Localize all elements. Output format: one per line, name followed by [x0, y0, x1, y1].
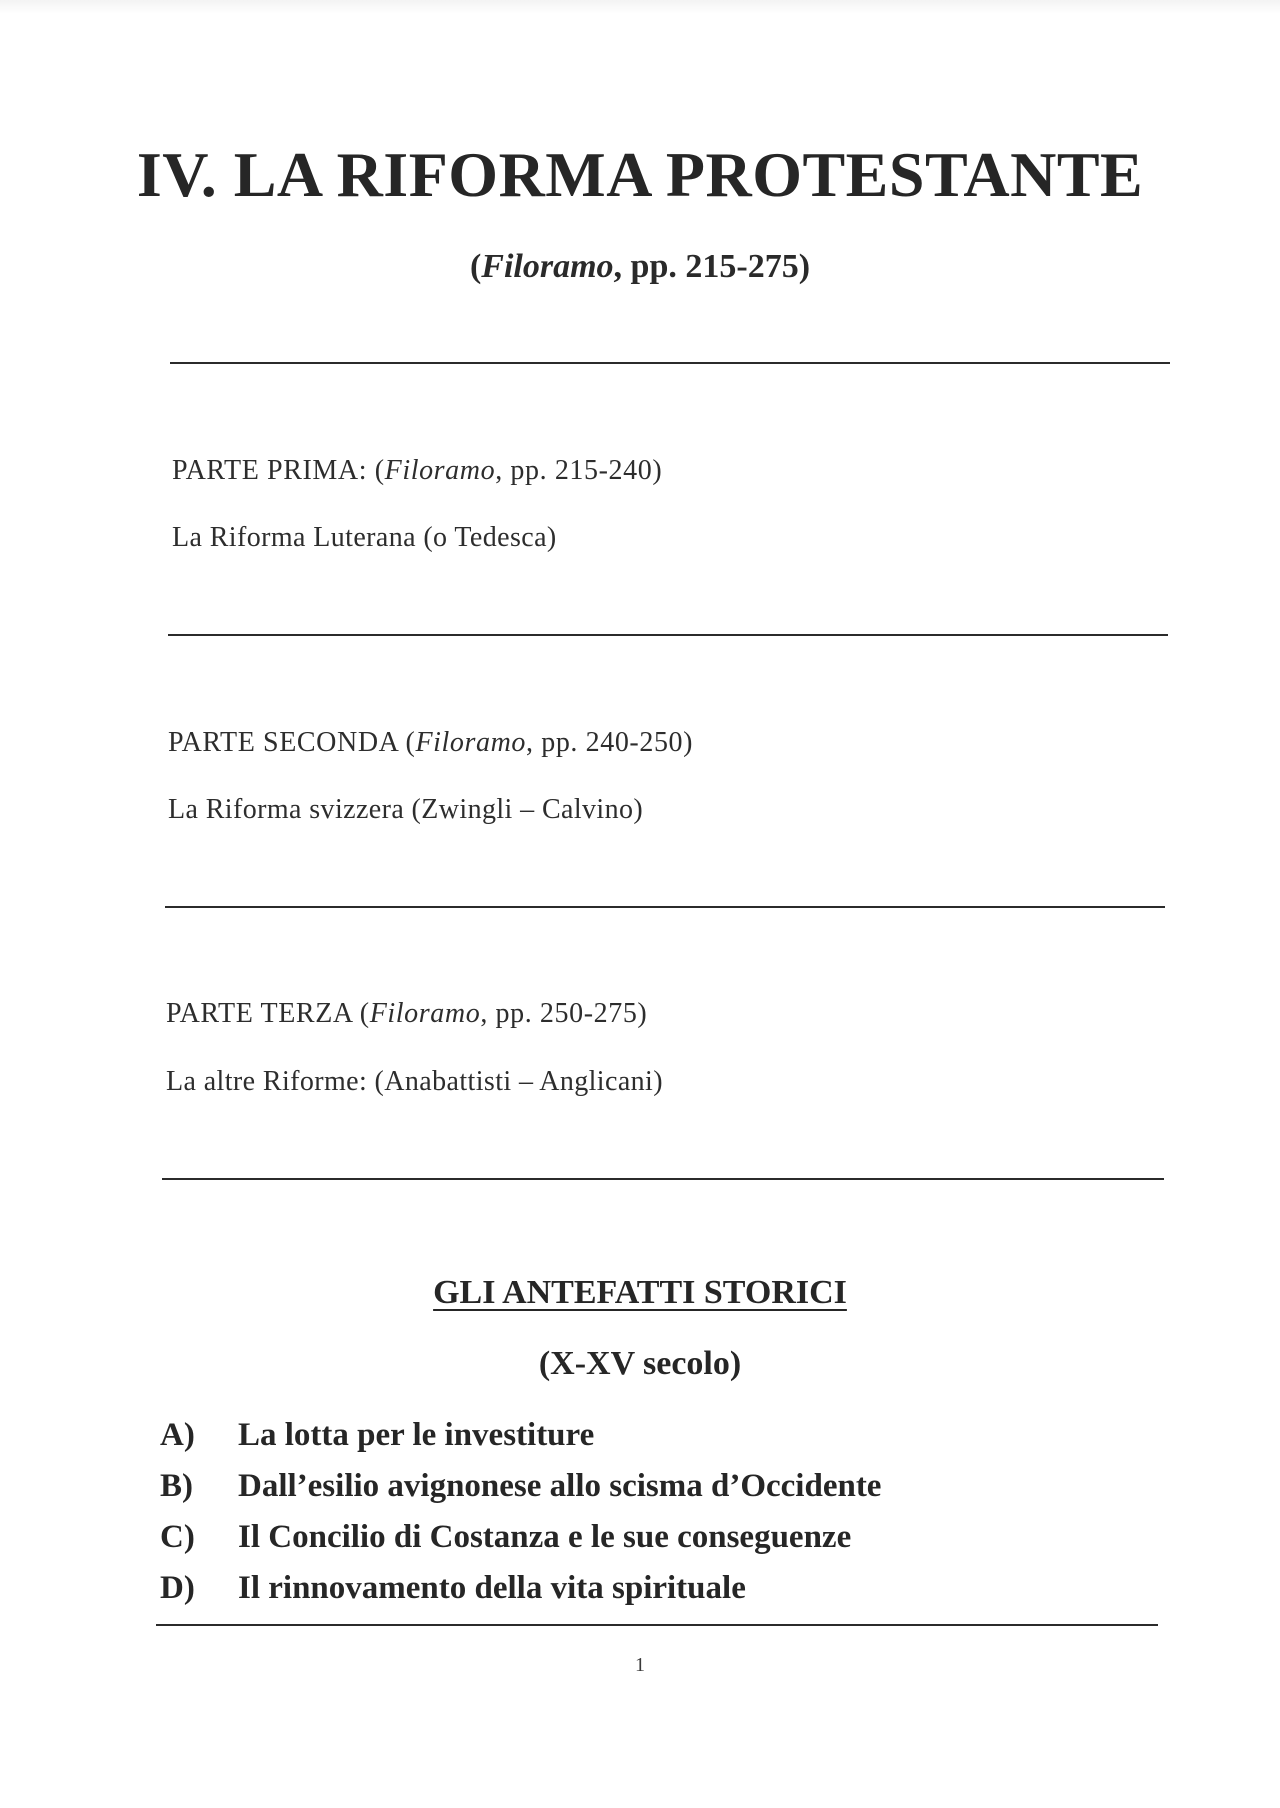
divider-rule-2	[168, 634, 1168, 636]
list-item	[160, 1512, 1160, 1563]
list-marker: B)	[160, 1468, 193, 1504]
part-description-3: La altre Riforme: (Anabattisti – Anglicani)	[166, 1066, 663, 1097]
list-item	[160, 1410, 1160, 1461]
list-item	[160, 1563, 1160, 1614]
divider-rule-3	[165, 906, 1165, 908]
page-number: 1	[635, 1654, 645, 1676]
list-marker: D)	[160, 1570, 195, 1606]
list-marker: C)	[160, 1519, 195, 1555]
part-pages: , pp. 240-250)	[526, 727, 694, 758]
list-item-text: Il Concilio di Costanza e le sue conseguenze	[238, 1519, 852, 1555]
list-item-text: La lotta per le investiture	[238, 1417, 595, 1453]
section-period: (X-XV secolo)	[538, 1345, 742, 1382]
list-item-text: Il rinnovamento della vita spirituale	[238, 1570, 746, 1606]
part-heading-1	[172, 455, 662, 487]
list-marker: A)	[160, 1417, 195, 1453]
part-author: Filoramo	[415, 727, 527, 758]
divider-rule-1	[170, 362, 1170, 364]
divider-rule-4	[162, 1178, 1164, 1180]
part-description-2: La Riforma svizzera (Zwingli – Calvino)	[168, 794, 644, 825]
section-heading	[0, 1274, 1280, 1312]
part-label: PARTE TERZA (	[166, 998, 370, 1029]
section-heading-text: GLI ANTEFATTI STORICI	[433, 1274, 847, 1311]
subtitle-open: (	[469, 248, 482, 285]
part-description-1: La Riforma Luterana (o Tedesca)	[172, 522, 557, 553]
list-item	[160, 1461, 1160, 1512]
list-item-text: Dall’esilio avignonese allo scisma d’Occidente	[238, 1468, 882, 1504]
part-pages: , pp. 215-240)	[495, 455, 663, 486]
part-heading-2	[168, 727, 693, 759]
page-title: IV. LA RIFORMA PROTESTANTE	[136, 139, 1144, 210]
part-pages: , pp. 250-275)	[480, 998, 648, 1029]
part-heading-3	[166, 998, 647, 1030]
part-label: PARTE SECONDA (	[168, 727, 416, 758]
antefatti-list	[160, 1410, 1160, 1614]
part-label: PARTE PRIMA: (	[172, 455, 385, 486]
divider-rule-5	[156, 1624, 1158, 1626]
page-subtitle	[0, 248, 1280, 286]
subtitle-author: Filoramo	[481, 248, 614, 285]
part-author: Filoramo	[369, 998, 481, 1029]
subtitle-pages: , pp. 215-275)	[613, 248, 811, 285]
part-author: Filoramo	[384, 455, 496, 486]
